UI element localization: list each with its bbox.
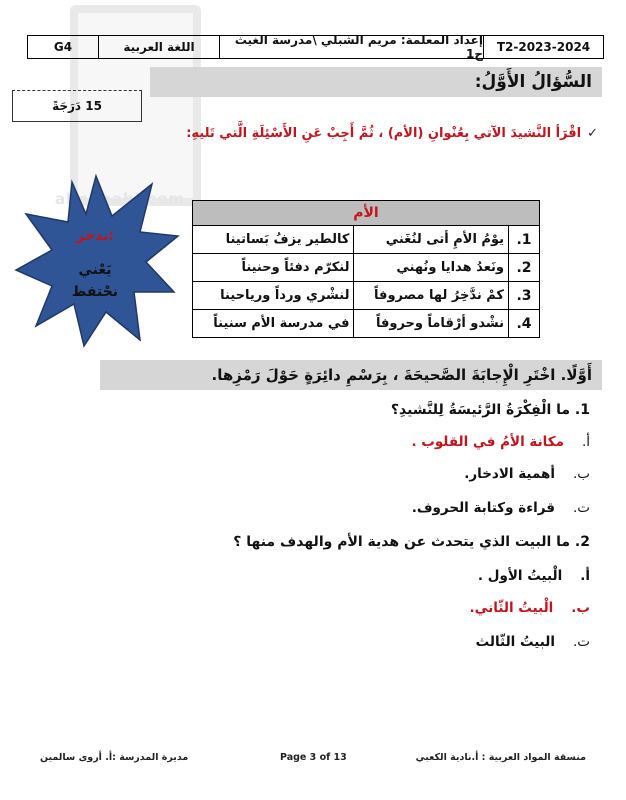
instruction-text: اقْرَأ النَّشيدَ الآتي بِعُنْوانِ (الأم) ، ثُمَّ أَجِبْ عَنِ الأَسْئِلَةِ الَّتي تَليهِ: (186, 126, 582, 141)
option-text: الْبيتُ الثّاني. (469, 600, 554, 616)
marks-text: 15 دَرَجَةً (52, 99, 102, 113)
table-row (193, 310, 540, 338)
verse-number: 3. (509, 282, 540, 310)
question-2: 2. ما البيت الذي يتحدث عن هدية الأم والهدف منها ؟ (233, 534, 590, 550)
marks-box (12, 90, 142, 122)
footer-page-number: Page 3 of 13 (280, 752, 347, 763)
star-word-1: يَعْني (78, 262, 112, 278)
option-letter: ب. (571, 600, 590, 616)
option-text: الْبيتُ الأول . (477, 568, 563, 584)
section-title: السُّؤالُ الأَوَّلُ: (474, 72, 592, 92)
star-label: ندخر: (76, 228, 114, 244)
option-text: مكانة الأمُ في القلوب . (411, 434, 564, 450)
star-word-2: نحْتفظ (71, 284, 119, 300)
footer-principal: مديرة المدرسة :أ. أروى سالمين (40, 752, 189, 763)
option-1c (412, 500, 590, 516)
table-row (193, 254, 540, 282)
verse-first-half: كمْ ندَّخِرُ لها مصروفاً (354, 282, 509, 310)
table-row (193, 226, 540, 254)
header-code: T2-2023-2024 (496, 40, 591, 54)
verse-first-half: نشْدو أرْقاماً وحروفاً (354, 310, 509, 338)
star-icon (12, 170, 180, 348)
option-letter: ت. (572, 500, 590, 516)
header-subject: اللغة العربية (99, 36, 220, 58)
option-text: أهمية الادخار. (464, 466, 555, 482)
part-title-bar (100, 360, 602, 390)
poem-title: الأم (193, 201, 540, 226)
verse-number: 1. (509, 226, 540, 254)
option-letter: ت. (572, 634, 590, 650)
watermark-text: almanahj.com (55, 190, 186, 208)
section-title-bar (150, 67, 602, 97)
verse-number: 2. (509, 254, 540, 282)
verse-second-half: لنكرّم دفئاً وحنيناً (193, 254, 354, 282)
option-letter: أ. (580, 568, 590, 584)
verse-second-half: لنشْري ورداً ورياحينا (193, 282, 354, 310)
instruction (186, 126, 598, 141)
verse-number: 4. (509, 310, 540, 338)
verse-second-half: كالطير يزفُ بَساتينا (193, 226, 354, 254)
verse-first-half: يوْمُ الأمِ أتى لنُغَني (354, 226, 509, 254)
table-row (193, 282, 540, 310)
question-1: 1. ما الْفِكْرَةُ الرَّئيسَةُ لِلنَّشيدِ؟ (390, 402, 590, 418)
option-2c (476, 634, 590, 650)
option-text: البيتُ الثّالث (475, 634, 555, 650)
header-grade: G4 (28, 36, 99, 58)
poem-table (192, 200, 540, 338)
part-title: أَوَّلًا. اخْتَرِ الْإِجابَةَ الصَّحيحَةَ ، بِرَسْمِ دائِرَةٍ حَوْلَ رَمْزِها. (211, 366, 592, 384)
option-2b (469, 600, 590, 616)
check-icon: ✓ (587, 126, 598, 141)
option-1a (411, 434, 590, 450)
verse-first-half: ونَعدُ هدايا ونُهني (354, 254, 509, 282)
header-teacher: إعداد المعلمة: مريم الشبلي \مدرسة الغيث ح1 (220, 36, 484, 58)
option-1b (464, 466, 590, 482)
option-2a (478, 568, 590, 584)
option-letter: ب. (572, 466, 590, 482)
option-text: قراءة وكتابة الحروف. (411, 500, 555, 516)
verse-second-half: في مدرسة الأم سنيناً (193, 310, 354, 338)
header-table (27, 35, 604, 59)
footer-coordinator: منسقة المواد العربية : أ.نادية الكعبي (415, 752, 586, 763)
option-letter: أ. (581, 434, 590, 450)
